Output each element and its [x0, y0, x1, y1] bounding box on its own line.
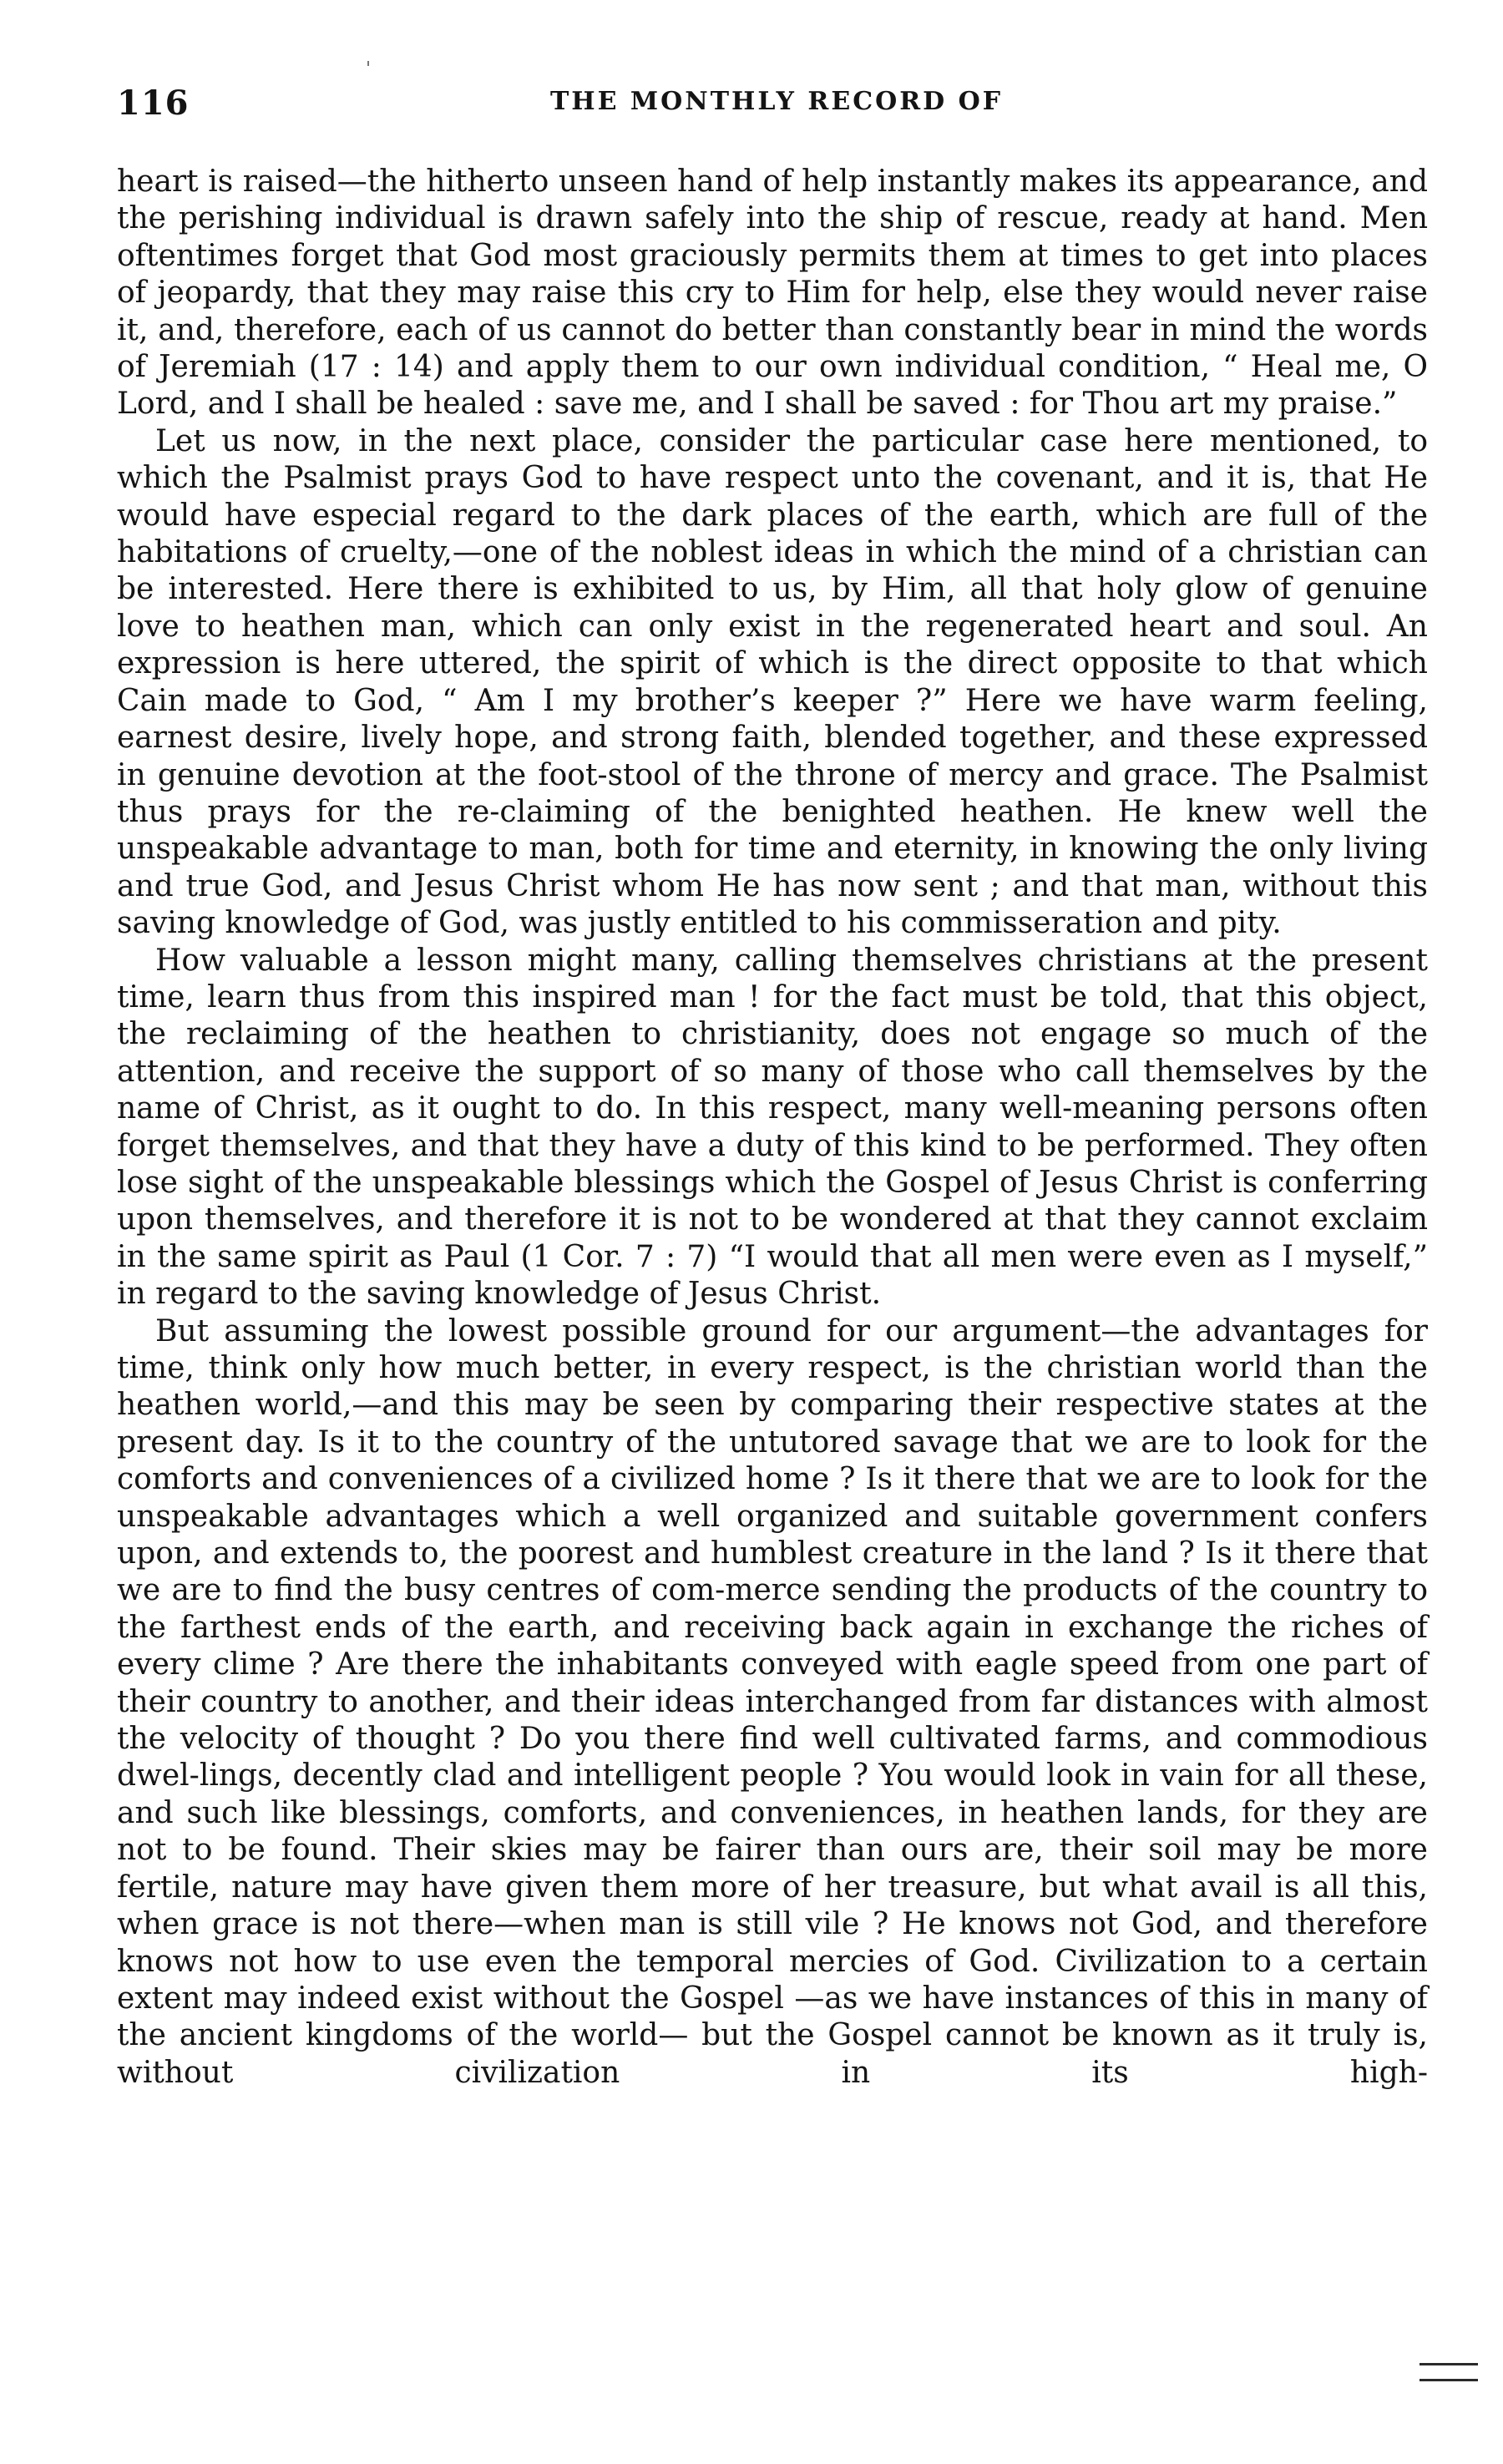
running-head: THE MONTHLY RECORD OF — [549, 87, 1004, 116]
print-speck — [367, 61, 369, 66]
paragraph-valuable-lesson: How valuable a lesson might many, calling themselves christians at the present time, learn thus from this inspired man ! for the fact must be told, that this object, the reclaiming of the heathen to christianity, does not engage so much of the attention, and receive the support of so many of those who call themselves by the name of Christ, as it ought to do. In this respect, many well-meaning persons often forget themselves, and that they have a duty of this kind to be performed. They often lose sight of the unspeakable blessings which the Gospel of Jesus Christ is conferring upon themselves, and therefore it is not to be wondered at that they cannot exclaim in the same spirit as Paul (1 Cor. 7 : 7) “I would that all men were even as I myself,” in regard to the saving knowledge of Jesus Christ. — [117, 943, 1428, 1312]
body-text — [117, 164, 1428, 2092]
margin-rule-mark — [1420, 2363, 1478, 2381]
paragraph-lowest-ground: But assuming the lowest possible ground for our argument—the advantages for time, think only how much better, in every respect, is the christian world than the heathen world,—and this may be seen by comparing their respective states at the present day. Is it to the country of the untutored savage that we are to look for the comforts and conveniences of a civilized home ? Is it there that we are to look for the unspeakable advantages which a well organized and suitable government confers upon, and extends to, the poorest and humblest creature in the land ? Is it there that we are to find the busy centres of com-merce sending the products of the country to the farthest ends of the earth, and receiving back again in exchange the riches of every clime ? Are there the inhabitants conveyed with eagle speed from one part of their country to another, and their ideas interchanged from far distances with almost the velocity of thought ? Do you there find well cultivated farms, and commodious dwel-lings, decently clad and intelligent people ? You would look in vain for all these, and such like blessings, comforts, and conveniences, in heathen lands, for they are not to be found. Their skies may be fairer than ours are, their soil may be more fertile, nature may have given them more of her treasure, but what avail is all this, when grace is not there—when man is still vile ? He knows not God, and therefore knows not how to use even the temporal mercies of God. Civilization to a certain extent may indeed exist without the Gospel —as we have instances of this in many of the ancient kingdoms of the world— but the Gospel cannot be known as it truly is, without civilization in its high- — [117, 1313, 1428, 2090]
paragraph-psalmist-covenant: Let us now, in the next place, consider the particular case here mentioned, to which the Psalmist prays God to have respect unto the covenant, and it is, that He would have especial regard to the dark places of the earth, which are full of the habitations of cruelty,—one of the noblest ideas in which the mind of a christian can be interested. Here there is exhibited to us, by Him, all that holy glow of genuine love to heathen man, which can only exist in the regenerated heart and soul. An expression is here uttered, the spirit of which is the direct opposite to that which Cain made to God, “ Am I my brother’s keeper ?” Here we have warm feeling, earnest desire, lively hope, and strong faith, blended together, and these expressed in genuine devotion at the foot-stool of the throne of mercy and grace. The Psalmist thus prays for the re-claiming of the benighted heathen. He knew well the unspeakable advantage to man, both for time and eternity, in knowing the only living and true God, and Jesus Christ whom He has now sent ; and that man, without this saving knowledge of God, was justly entitled to his commisseration and pity. — [117, 423, 1428, 941]
page-header — [117, 83, 1436, 134]
paragraph-continued: heart is raised—the hitherto unseen hand of help instantly makes its appearance, and the perishing individual is drawn safely into the ship of rescue, ready at hand. Men oftentimes forget that God most graciously permits them at times to get into places of jeopardy, that they may raise this cry to Him for help, else they would never raise it, and, therefore, each of us cannot do better than constantly bear in mind the words of Jeremiah (17 : 14) and apply them to our own individual condition, “ Heal me, O Lord, and I shall be healed : save me, and I shall be saved : for Thou art my praise.” — [117, 164, 1428, 422]
page-number: 116 — [117, 83, 190, 123]
